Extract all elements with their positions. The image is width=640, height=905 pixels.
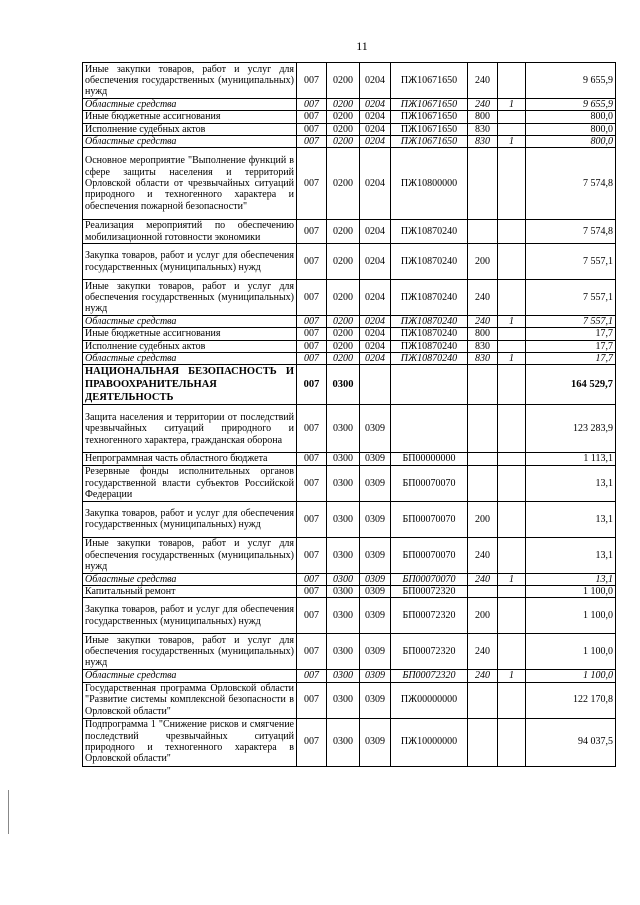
table-row xyxy=(83,573,616,585)
section-code-cell: 0300 xyxy=(327,405,360,453)
subsection-code-cell: 0309 xyxy=(360,573,391,585)
funding-source-cell xyxy=(498,111,526,123)
subsection-code-cell: 0309 xyxy=(360,634,391,670)
target-article-cell: ПЖ10870240 xyxy=(391,353,468,365)
target-article-cell: БП00072320 xyxy=(391,585,468,597)
table-row xyxy=(83,501,616,537)
expense-type-cell: 830 xyxy=(468,135,498,147)
section-code-cell: 0200 xyxy=(327,353,360,365)
row-description: Подпрограмма 1 "Снижение рисков и смягчение последствий чрезвычайных ситуаций природного и техногенного характера в Орловской области" xyxy=(83,718,297,766)
funding-source-cell: 1 xyxy=(498,670,526,682)
subsection-code-cell: 0204 xyxy=(360,148,391,220)
subsection-code-cell: 0204 xyxy=(360,280,391,316)
subsection-code-cell: 0309 xyxy=(360,718,391,766)
table-row xyxy=(83,99,616,111)
funding-source-cell: 1 xyxy=(498,135,526,147)
table-row xyxy=(83,670,616,682)
section-code-cell: 0300 xyxy=(327,585,360,597)
target-article-cell: ПЖ10870240 xyxy=(391,280,468,316)
target-article-cell: ПЖ10870240 xyxy=(391,244,468,280)
table-row xyxy=(83,405,616,453)
admin-code-cell: 007 xyxy=(297,405,327,453)
funding-source-cell: 1 xyxy=(498,353,526,365)
expense-type-cell: 200 xyxy=(468,501,498,537)
expense-type-cell: 830 xyxy=(468,123,498,135)
amount-cell: 123 283,9 xyxy=(526,405,616,453)
amount-cell: 1 100,0 xyxy=(526,670,616,682)
target-article-cell: БП00072320 xyxy=(391,634,468,670)
amount-cell: 7 557,1 xyxy=(526,316,616,328)
table-row xyxy=(83,718,616,766)
admin-code-cell: 007 xyxy=(297,123,327,135)
section-code-cell: 0200 xyxy=(327,99,360,111)
row-description: Иные закупки товаров, работ и услуг для обеспечения государственных (муниципальных) нужд xyxy=(83,537,297,573)
amount-cell: 800,0 xyxy=(526,135,616,147)
subsection-code-cell: 0204 xyxy=(360,316,391,328)
admin-code-cell: 007 xyxy=(297,501,327,537)
amount-cell: 17,7 xyxy=(526,328,616,340)
section-code-cell: 0200 xyxy=(327,340,360,352)
funding-source-cell xyxy=(498,501,526,537)
table-body xyxy=(83,63,616,767)
amount-cell: 13,1 xyxy=(526,465,616,501)
admin-code-cell: 007 xyxy=(297,244,327,280)
row-description: Иные закупки товаров, работ и услуг для обеспечения государственных (муниципальных) нужд xyxy=(83,63,297,99)
target-article-cell: ПЖ10870240 xyxy=(391,220,468,244)
amount-cell: 1 100,0 xyxy=(526,598,616,634)
target-article-cell: ПЖ10000000 xyxy=(391,718,468,766)
subsection-code-cell: 0204 xyxy=(360,123,391,135)
row-description: Резервные фонды исполнительных органов государственной власти субъектов Российской Федерации xyxy=(83,465,297,501)
row-description: Реализация мероприятий по обеспечению мобилизационной готовности экономики xyxy=(83,220,297,244)
admin-code-cell: 007 xyxy=(297,670,327,682)
table-row xyxy=(83,365,616,405)
amount-cell: 7 557,1 xyxy=(526,280,616,316)
page-number: 11 xyxy=(356,39,368,53)
admin-code-cell: 007 xyxy=(297,280,327,316)
admin-code-cell: 007 xyxy=(297,316,327,328)
funding-source-cell xyxy=(498,585,526,597)
row-description: Иные бюджетные ассигнования xyxy=(83,111,297,123)
subsection-code-cell: 0204 xyxy=(360,244,391,280)
admin-code-cell: 007 xyxy=(297,453,327,465)
target-article-cell: БП00070070 xyxy=(391,501,468,537)
budget-allocation-table xyxy=(82,62,616,767)
admin-code-cell: 007 xyxy=(297,598,327,634)
target-article-cell: ПЖ10671650 xyxy=(391,123,468,135)
row-description: Областные средства xyxy=(83,135,297,147)
target-article-cell: ПЖ10671650 xyxy=(391,99,468,111)
section-code-cell: 0300 xyxy=(327,501,360,537)
admin-code-cell: 007 xyxy=(297,220,327,244)
target-article-cell: ПЖ10800000 xyxy=(391,148,468,220)
section-code-cell: 0200 xyxy=(327,135,360,147)
admin-code-cell: 007 xyxy=(297,682,327,718)
amount-cell: 7 574,8 xyxy=(526,220,616,244)
table-row xyxy=(83,316,616,328)
section-code-cell: 0200 xyxy=(327,111,360,123)
row-description: Основное мероприятие "Выполнение функций в сфере защиты населения и территорий Орловской области от чрезвычайных ситуаций природного и техногенного характера и обеспечения пожарной безопасности" xyxy=(83,148,297,220)
table-row xyxy=(83,135,616,147)
expense-type-cell: 830 xyxy=(468,340,498,352)
funding-source-cell xyxy=(498,598,526,634)
amount-cell: 7 574,8 xyxy=(526,148,616,220)
binding-margin-mark xyxy=(8,790,9,834)
table-row xyxy=(83,537,616,573)
table-row xyxy=(83,280,616,316)
target-article-cell: ПЖ10870240 xyxy=(391,340,468,352)
funding-source-cell xyxy=(498,453,526,465)
admin-code-cell: 007 xyxy=(297,718,327,766)
admin-code-cell: 007 xyxy=(297,634,327,670)
row-description: Закупка товаров, работ и услуг для обеспечения государственных (муниципальных) нужд xyxy=(83,598,297,634)
funding-source-cell xyxy=(498,244,526,280)
target-article-cell: БП00070070 xyxy=(391,573,468,585)
table-row xyxy=(83,585,616,597)
section-code-cell: 0300 xyxy=(327,453,360,465)
row-description: Исполнение судебных актов xyxy=(83,340,297,352)
admin-code-cell: 007 xyxy=(297,63,327,99)
table-row xyxy=(83,340,616,352)
admin-code-cell: 007 xyxy=(297,353,327,365)
table-row xyxy=(83,123,616,135)
row-description: Иные закупки товаров, работ и услуг для обеспечения государственных (муниципальных) нужд xyxy=(83,280,297,316)
row-description: Защита населения и территории от последствий чрезвычайных ситуаций природного и техногенного характера, гражданская оборона xyxy=(83,405,297,453)
expense-type-cell xyxy=(468,220,498,244)
expense-type-cell: 240 xyxy=(468,316,498,328)
section-code-cell: 0300 xyxy=(327,670,360,682)
table-row xyxy=(83,244,616,280)
section-code-cell: 0200 xyxy=(327,280,360,316)
target-article-cell: ПЖ10671650 xyxy=(391,111,468,123)
row-description: Государственная программа Орловской области "Развитие системы комплексной безопасности в Орловской области" xyxy=(83,682,297,718)
funding-source-cell xyxy=(498,63,526,99)
expense-type-cell: 200 xyxy=(468,244,498,280)
admin-code-cell: 007 xyxy=(297,328,327,340)
admin-code-cell: 007 xyxy=(297,148,327,220)
funding-source-cell xyxy=(498,682,526,718)
target-article-cell: ПЖ10671650 xyxy=(391,135,468,147)
row-description: Областные средства xyxy=(83,316,297,328)
admin-code-cell: 007 xyxy=(297,365,327,405)
section-code-cell: 0200 xyxy=(327,328,360,340)
table-row xyxy=(83,598,616,634)
target-article-cell: БП00000000 xyxy=(391,453,468,465)
row-description: Иные бюджетные ассигнования xyxy=(83,328,297,340)
expense-type-cell xyxy=(468,682,498,718)
row-description: Непрограммная часть областного бюджета xyxy=(83,453,297,465)
amount-cell: 9 655,9 xyxy=(526,63,616,99)
table-row xyxy=(83,63,616,99)
row-description: Областные средства xyxy=(83,573,297,585)
section-code-cell: 0300 xyxy=(327,718,360,766)
row-description: Областные средства xyxy=(83,353,297,365)
expense-type-cell: 200 xyxy=(468,598,498,634)
subsection-code-cell: 0309 xyxy=(360,405,391,453)
amount-cell: 122 170,8 xyxy=(526,682,616,718)
expense-type-cell xyxy=(468,405,498,453)
target-article-cell: ПЖ10671650 xyxy=(391,63,468,99)
subsection-code-cell: 0309 xyxy=(360,682,391,718)
amount-cell: 9 655,9 xyxy=(526,99,616,111)
target-article-cell xyxy=(391,405,468,453)
table-row xyxy=(83,148,616,220)
amount-cell: 1 113,1 xyxy=(526,453,616,465)
subsection-code-cell: 0204 xyxy=(360,135,391,147)
row-description: Закупка товаров, работ и услуг для обеспечения государственных (муниципальных) нужд xyxy=(83,501,297,537)
row-description: Областные средства xyxy=(83,670,297,682)
expense-type-cell: 240 xyxy=(468,537,498,573)
expense-type-cell: 800 xyxy=(468,111,498,123)
amount-cell: 94 037,5 xyxy=(526,718,616,766)
row-description: Капитальный ремонт xyxy=(83,585,297,597)
amount-cell: 13,1 xyxy=(526,573,616,585)
target-article-cell: ПЖ10870240 xyxy=(391,316,468,328)
amount-cell: 164 529,7 xyxy=(526,365,616,405)
admin-code-cell: 007 xyxy=(297,465,327,501)
funding-source-cell xyxy=(498,340,526,352)
section-code-cell: 0200 xyxy=(327,148,360,220)
target-article-cell: БП00072320 xyxy=(391,598,468,634)
subsection-code-cell: 0309 xyxy=(360,501,391,537)
funding-source-cell xyxy=(498,405,526,453)
section-code-cell: 0200 xyxy=(327,220,360,244)
subsection-code-cell: 0204 xyxy=(360,328,391,340)
section-code-cell: 0300 xyxy=(327,465,360,501)
section-code-cell: 0200 xyxy=(327,63,360,99)
amount-cell: 1 100,0 xyxy=(526,585,616,597)
table-row xyxy=(83,328,616,340)
target-article-cell: ПЖ10870240 xyxy=(391,328,468,340)
admin-code-cell: 007 xyxy=(297,573,327,585)
admin-code-cell: 007 xyxy=(297,585,327,597)
funding-source-cell xyxy=(498,280,526,316)
table-row xyxy=(83,111,616,123)
admin-code-cell: 007 xyxy=(297,99,327,111)
table-row xyxy=(83,353,616,365)
amount-cell: 17,7 xyxy=(526,353,616,365)
expense-type-cell xyxy=(468,718,498,766)
expense-type-cell: 240 xyxy=(468,280,498,316)
section-code-cell: 0200 xyxy=(327,123,360,135)
expense-type-cell: 240 xyxy=(468,573,498,585)
funding-source-cell xyxy=(498,718,526,766)
expense-type-cell xyxy=(468,585,498,597)
funding-source-cell xyxy=(498,148,526,220)
expense-type-cell: 240 xyxy=(468,99,498,111)
table-row xyxy=(83,465,616,501)
subsection-code-cell: 0309 xyxy=(360,453,391,465)
amount-cell: 1 100,0 xyxy=(526,634,616,670)
funding-source-cell xyxy=(498,634,526,670)
amount-cell: 13,1 xyxy=(526,537,616,573)
row-description: Областные средства xyxy=(83,99,297,111)
funding-source-cell xyxy=(498,328,526,340)
funding-source-cell: 1 xyxy=(498,316,526,328)
subsection-code-cell xyxy=(360,365,391,405)
expense-type-cell: 240 xyxy=(468,63,498,99)
subsection-code-cell: 0204 xyxy=(360,111,391,123)
funding-source-cell: 1 xyxy=(498,99,526,111)
table-row xyxy=(83,453,616,465)
row-description: Иные закупки товаров, работ и услуг для обеспечения государственных (муниципальных) нужд xyxy=(83,634,297,670)
subsection-code-cell: 0309 xyxy=(360,537,391,573)
subsection-code-cell: 0309 xyxy=(360,465,391,501)
expense-type-cell: 240 xyxy=(468,634,498,670)
subsection-code-cell: 0309 xyxy=(360,585,391,597)
table-row xyxy=(83,220,616,244)
admin-code-cell: 007 xyxy=(297,111,327,123)
target-article-cell: БП00070070 xyxy=(391,465,468,501)
funding-source-cell xyxy=(498,465,526,501)
table-row xyxy=(83,634,616,670)
expense-type-cell: 240 xyxy=(468,670,498,682)
section-code-cell: 0300 xyxy=(327,682,360,718)
funding-source-cell: 1 xyxy=(498,573,526,585)
funding-source-cell xyxy=(498,365,526,405)
amount-cell: 800,0 xyxy=(526,123,616,135)
expense-type-cell xyxy=(468,148,498,220)
target-article-cell: БП00070070 xyxy=(391,537,468,573)
admin-code-cell: 007 xyxy=(297,340,327,352)
section-code-cell: 0300 xyxy=(327,537,360,573)
expense-type-cell: 830 xyxy=(468,353,498,365)
subsection-code-cell: 0309 xyxy=(360,598,391,634)
row-description: Исполнение судебных актов xyxy=(83,123,297,135)
target-article-cell: ПЖ00000000 xyxy=(391,682,468,718)
section-code-cell: 0300 xyxy=(327,634,360,670)
section-code-cell: 0300 xyxy=(327,598,360,634)
section-code-cell: 0300 xyxy=(327,573,360,585)
row-description: Закупка товаров, работ и услуг для обеспечения государственных (муниципальных) нужд xyxy=(83,244,297,280)
amount-cell: 17,7 xyxy=(526,340,616,352)
expense-type-cell xyxy=(468,365,498,405)
subsection-code-cell: 0309 xyxy=(360,670,391,682)
section-code-cell: 0200 xyxy=(327,244,360,280)
admin-code-cell: 007 xyxy=(297,135,327,147)
target-article-cell: БП00072320 xyxy=(391,670,468,682)
expense-type-cell xyxy=(468,453,498,465)
admin-code-cell: 007 xyxy=(297,537,327,573)
subsection-code-cell: 0204 xyxy=(360,99,391,111)
amount-cell: 7 557,1 xyxy=(526,244,616,280)
funding-source-cell xyxy=(498,123,526,135)
funding-source-cell xyxy=(498,220,526,244)
subsection-code-cell: 0204 xyxy=(360,340,391,352)
amount-cell: 800,0 xyxy=(526,111,616,123)
expense-type-cell: 800 xyxy=(468,328,498,340)
section-code-cell: 0200 xyxy=(327,316,360,328)
subsection-code-cell: 0204 xyxy=(360,63,391,99)
target-article-cell xyxy=(391,365,468,405)
expense-type-cell xyxy=(468,465,498,501)
table-row xyxy=(83,682,616,718)
row-description: НАЦИОНАЛЬНАЯ БЕЗОПАСНОСТЬ И ПРАВООХРАНИТЕЛЬНАЯ ДЕЯТЕЛЬНОСТЬ xyxy=(83,365,297,405)
subsection-code-cell: 0204 xyxy=(360,220,391,244)
subsection-code-cell: 0204 xyxy=(360,353,391,365)
section-code-cell: 0300 xyxy=(327,365,360,405)
funding-source-cell xyxy=(498,537,526,573)
amount-cell: 13,1 xyxy=(526,501,616,537)
